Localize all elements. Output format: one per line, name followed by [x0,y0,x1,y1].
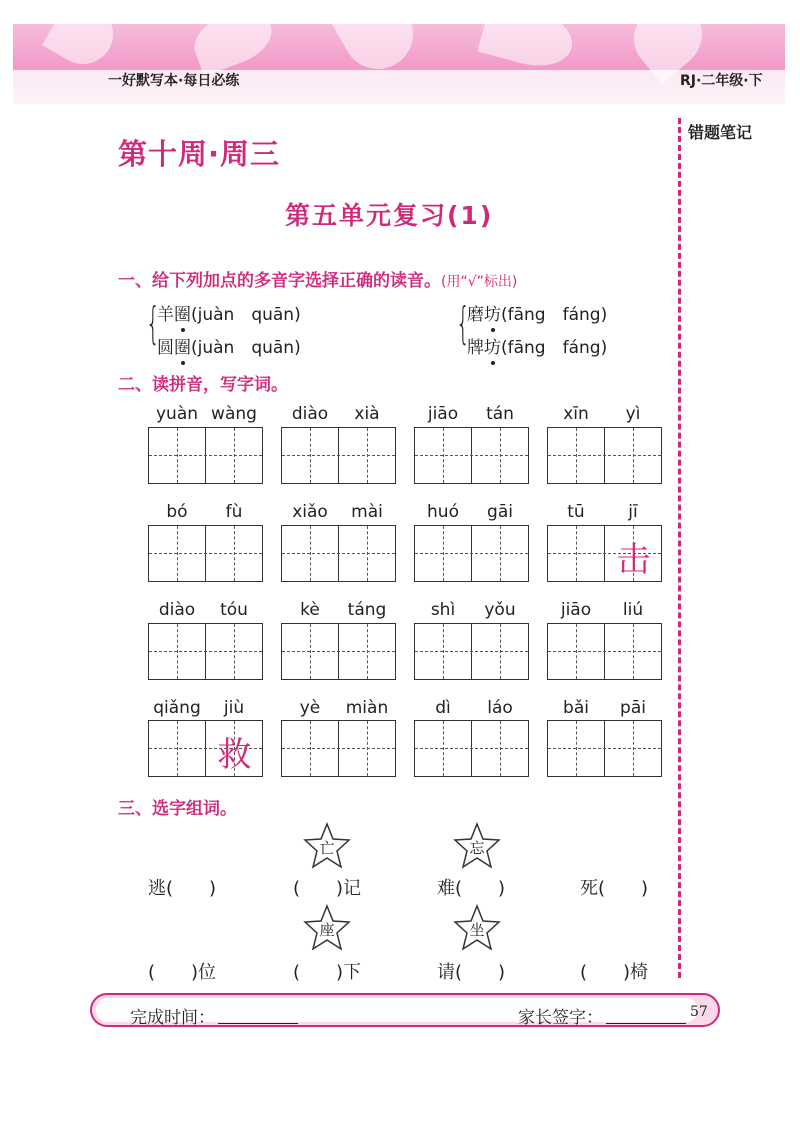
parent-signature-field[interactable] [606,1023,686,1024]
poly-item[interactable]: 圆圈(juàn quān) [157,333,301,358]
writing-box[interactable] [414,623,529,680]
star-option: 亡 [302,822,352,870]
pinyin-label: qiǎng jiù [153,698,245,718]
writing-box[interactable] [547,720,662,777]
writing-box[interactable] [414,525,529,582]
pinyin-label: yè miàn [299,698,389,718]
pinyin-label: xiǎo mài [292,502,383,522]
writing-box[interactable] [281,720,396,777]
star-option: 座 [302,904,352,952]
pinyin-label: diào xià [291,404,380,424]
fill-word[interactable]: ( )记 [293,878,362,899]
grade-label: RJ·二年级·下 [680,73,763,89]
fill-word[interactable]: ( )下 [293,962,362,983]
pinyin-label: shì yǒu [430,600,516,620]
pinyin-label: xīn yì [563,404,641,424]
pinyin-label: jiāo liú [560,600,644,620]
pinyin-label: dì láo [435,698,513,718]
poly-item[interactable]: 羊圈(juàn quān) [157,300,301,325]
writing-box[interactable] [148,525,263,582]
fill-word[interactable]: ( )椅 [580,962,649,983]
notes-title: 错题笔记 [688,123,753,142]
completion-time-label: 完成时间： [130,1008,215,1028]
writing-box[interactable] [547,427,662,484]
week-title: 第十周·周三 [118,137,281,171]
handwritten-char: 救 [217,735,252,775]
star-option: 忘 [452,822,502,870]
writing-box[interactable] [547,525,662,582]
section1-heading: 一、给下列加点的多音字选择正确的读音。 [118,271,441,291]
completion-time-field[interactable] [218,1023,298,1024]
brace-right: { [456,298,470,349]
writing-box[interactable] [281,525,396,582]
fill-word[interactable]: ( )位 [148,962,217,983]
writing-box[interactable] [148,623,263,680]
section1-note: (用“√”标出) [441,274,518,290]
pinyin-label: kè táng [300,600,387,620]
page-number: 57 [690,1004,708,1020]
fill-word[interactable]: 逃( ) [148,878,217,899]
parent-signature-label: 家长签字： [518,1008,603,1028]
section2-title: 二、读拼音，写字词。 [118,375,288,395]
pinyin-label: diào tóu [158,600,248,620]
header-banner [13,24,785,104]
series-title: 一好默写本·每日必练 [108,73,240,89]
notes-divider [678,118,681,978]
section1-title [118,266,517,291]
writing-box[interactable] [281,623,396,680]
poly-item[interactable]: 磨坊(fāng fáng) [467,300,607,325]
section3-title: 三、选字组词。 [118,799,237,819]
writing-box[interactable] [148,720,263,777]
writing-box[interactable] [414,427,529,484]
brace-left: { [146,298,160,349]
pinyin-label: tū jī [567,502,638,522]
unit-title: 第五单元复习(1) [285,201,494,230]
pinyin-label: bǎi pāi [563,698,646,718]
star-option: 坐 [452,904,502,952]
writing-box[interactable] [414,720,529,777]
pinyin-label: huó gāi [427,502,513,522]
writing-box[interactable] [281,427,396,484]
pinyin-label: jiāo tán [427,404,514,424]
pinyin-label: bó fù [166,502,243,522]
fill-word[interactable]: 难( ) [437,878,506,899]
fill-word[interactable]: 请( ) [437,962,506,983]
fill-word[interactable]: 死( ) [580,878,649,899]
handwritten-char: 击 [616,540,651,580]
poly-item[interactable]: 牌坊(fāng fáng) [467,333,607,358]
writing-box[interactable] [547,623,662,680]
pinyin-label: yuàn wàng [155,404,257,424]
writing-box[interactable] [148,427,263,484]
